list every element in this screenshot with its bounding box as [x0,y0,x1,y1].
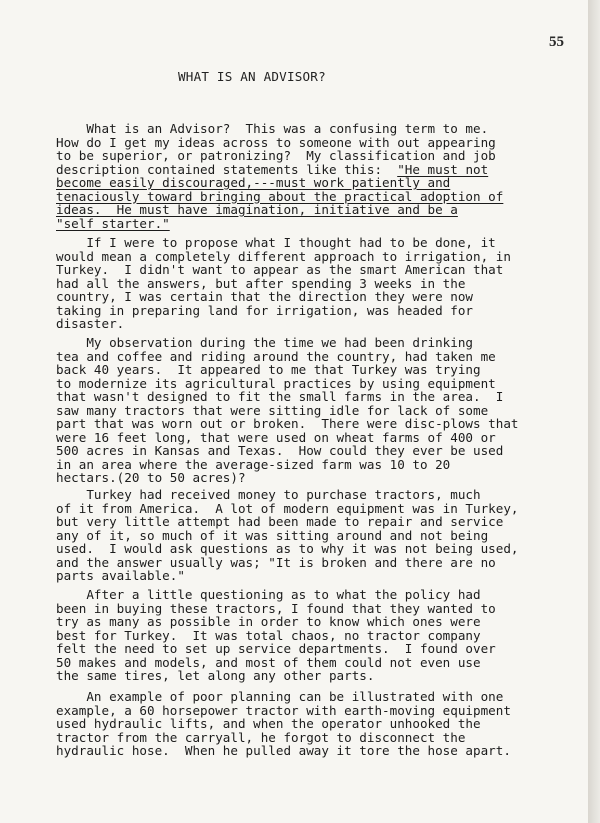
text-line: tea and coffee and riding around the country, had taken me [56,348,496,364]
text-line: felt the need to set up service departments. I found over [56,641,496,656]
text-line: An example of poor planning can be illustrated with one [56,689,504,704]
page-title: WHAT IS AN ADVISOR? [178,69,326,84]
page-edge [588,0,600,823]
text-segment: description contained statements like this: [56,161,398,177]
text-line: example, a 60 horsepower tractor with earth-moving equipment [56,702,511,718]
text-line: were 16 feet long, that were used on wheat farms of 400 or [56,429,496,445]
underlined-line: become easily discouraged,---must work patiently and [56,175,451,190]
text-line: After a little questioning as to what the policy had [56,587,481,602]
text-line: been in buying these tractors, I found that they wanted to [56,600,496,616]
text-line: any of it, so much of it was sitting around and not being [56,527,489,543]
text-line: that wasn't designed to fit the small farms in the area. I [56,389,504,404]
paragraph-2 [56,235,511,331]
text-line: had all the answers, but after spending 3 weeks in the [56,275,466,291]
paragraph-1 [56,121,504,231]
text-line: country, I was certain that the direction they were now [56,289,474,304]
underlined-line: tenaciously toward bringing about the practical adoption of [56,188,504,204]
paragraph-3 [56,335,519,485]
text-line: taking in preparing land for irrigation, was headed for [56,302,474,318]
text-line: part that was worn out or broken. There were disc-plows that [56,416,519,431]
text-line: and the answer usually was; "It is broken and there are no [56,554,496,570]
text-line: used hydraulic lifts, and when the operator unhooked the [56,716,481,731]
text-line: 50 makes and models, and most of them could not even use [56,654,481,670]
text-line: in an area where the average-sized farm was 10 to 20 [56,456,451,472]
text-line: disaster. [56,316,125,331]
underlined-quote-start: "He must not [397,161,489,177]
text-line: How do I get my ideas across to someone with out appearing [56,134,496,150]
text-line: the same tires, let along any other parts. [56,668,375,683]
text-line: Turkey. I didn't want to appear as the smart American that [56,262,504,277]
text-line: If I were to propose what I thought had to be done, it [56,235,496,250]
text-line [56,163,496,177]
underlined-line: ideas. He must have imagination, initiative and be a [56,202,458,217]
text-line: but very little attempt had been made to repair and service [56,514,504,529]
text-line: What is an Advisor? This was a confusing term to me. [56,121,489,136]
page-number: 55 [549,34,564,50]
text-line: My observation during the time we had been drinking [56,335,474,350]
text-line: to modernize its agricultural practices by using equipment [56,375,496,391]
underlined-line: "self starter." [56,215,170,231]
text-line: best for Turkey. It was total chaos, no tractor company [56,627,481,643]
text-line: would mean a completely different approach to irrigation, in [56,248,511,264]
text-line: saw many tractors that were sitting idle for lack of some [56,402,489,418]
text-line: tractor from the carryall, he forgot to disconnect the [56,729,466,745]
text-line: back 40 years. It appeared to me that Turkey was trying [56,362,481,377]
paragraph-4 [56,487,519,583]
paragraph-5 [56,588,496,683]
text-line: hectars.(20 to 50 acres)? [56,470,246,485]
text-line: 500 acres in Kansas and Texas. How could they ever be used [56,443,504,458]
text-line: parts available." [56,568,185,583]
text-line: used. I would ask questions as to why it was not being used, [56,541,519,556]
text-line: of it from America. A lot of modern equipment was in Turkey, [56,500,519,516]
text-line: try as many as possible in order to know which ones were [56,614,481,629]
text-line: to be superior, or patronizing? My classification and job [56,148,496,163]
text-line: Turkey had received money to purchase tractors, much [56,487,481,502]
bleed-through-text [470,85,477,98]
text-line: hydraulic hose. When he pulled away it tore the hose apart. [56,743,511,758]
paragraph-6 [56,689,511,758]
